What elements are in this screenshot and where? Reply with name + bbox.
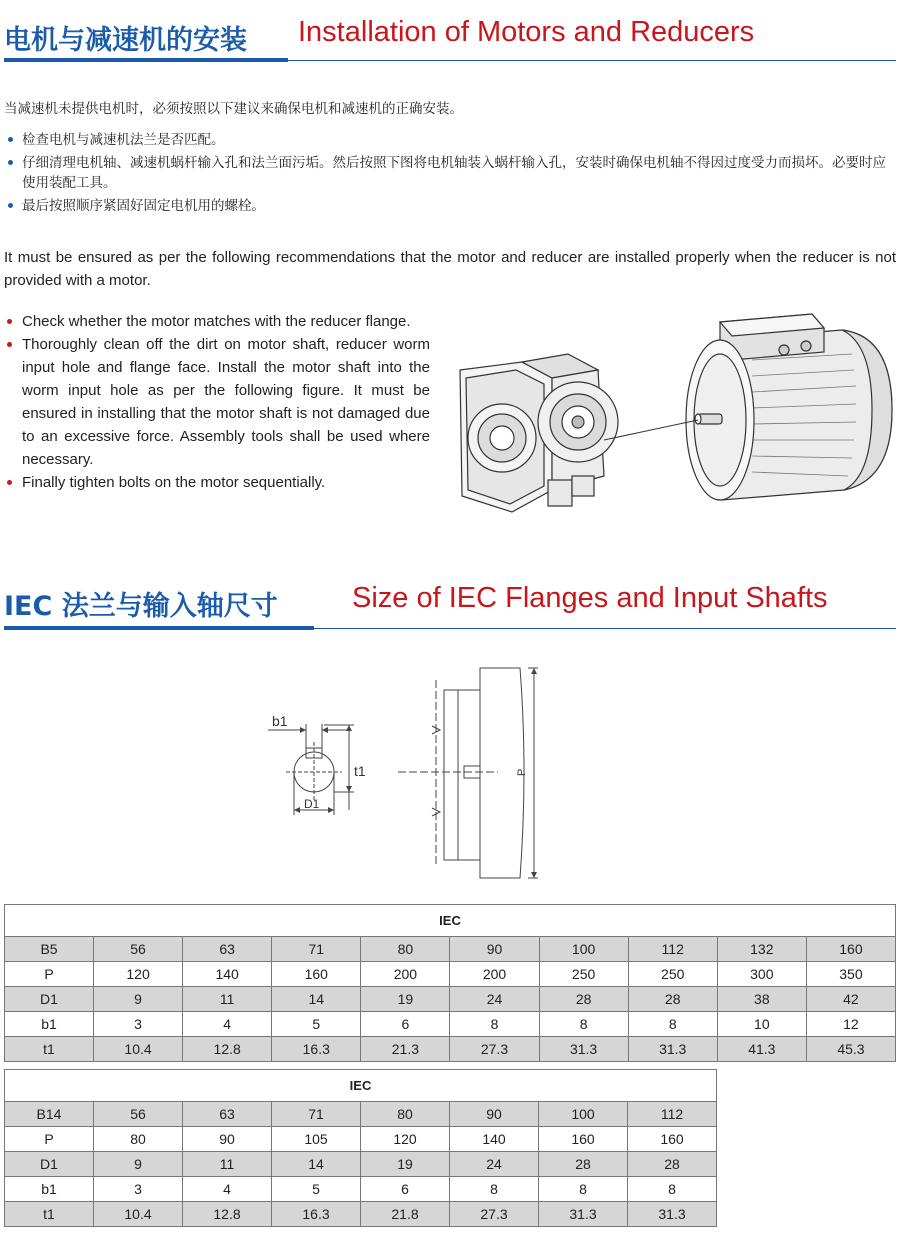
table-row (5, 987, 896, 1012)
table-cell: 63 (183, 937, 272, 962)
table-cell: 250 (539, 962, 628, 987)
table-cell: 90 (450, 1102, 539, 1127)
row-label: P (5, 1127, 94, 1152)
table-cell: 140 (450, 1127, 539, 1152)
table-cell: 80 (361, 1102, 450, 1127)
label-P: P (516, 768, 528, 776)
table-cell: 19 (361, 1152, 450, 1177)
label-D1: D1 (304, 797, 320, 811)
intro-cn: 当减速机未提供电机时，必须按照以下建议来确保电机和减速机的正确安装。 (4, 101, 463, 117)
table-cell: 160 (628, 1127, 717, 1152)
table-cell: 300 (717, 962, 806, 987)
table-cell: 38 (717, 987, 806, 1012)
table-cell: 28 (539, 987, 628, 1012)
iec-b14-table (4, 1069, 717, 1227)
table-cell: 12.8 (183, 1202, 272, 1227)
row-label: b1 (5, 1012, 94, 1037)
section-header-iec (0, 578, 900, 634)
table-cell: 5 (272, 1012, 361, 1037)
bullet-en-item: Finally tighten bolts on the motor sequentially. (4, 471, 430, 494)
table-cell: 31.3 (539, 1037, 628, 1062)
table-cell: 4 (183, 1177, 272, 1202)
row-label: b1 (5, 1177, 94, 1202)
section-header-installation (0, 12, 900, 68)
table-cell: 28 (628, 1152, 717, 1177)
table-cell: 14 (272, 987, 361, 1012)
table-cell: 8 (450, 1012, 539, 1037)
table-cell: 71 (272, 937, 361, 962)
table-cell: 3 (94, 1177, 183, 1202)
table-cell: 5 (272, 1177, 361, 1202)
table-cell: 28 (539, 1152, 628, 1177)
table-cell: 11 (183, 1152, 272, 1177)
table-cell: 160 (539, 1127, 628, 1152)
table-cell: 140 (183, 962, 272, 987)
bullet-list-en (4, 310, 430, 494)
label-t1: t1 (354, 763, 366, 779)
table-cell: 80 (361, 937, 450, 962)
bullet-cn-item: 仔细清理电机轴、减速机蜗杆输入孔和法兰面污垢。然后按照下图将电机轴装入蜗杆输入孔，安装时确保电机轴不得因过度受力而损坏。必要时应使用装配工具。 (4, 153, 896, 193)
flange-shaft-diagram (258, 660, 558, 885)
table-cell: 350 (806, 962, 895, 987)
table-cell: 10.4 (94, 1037, 183, 1062)
table-cell: 120 (361, 1127, 450, 1152)
table-cell: 100 (539, 1102, 628, 1127)
table-cell: 12.8 (183, 1037, 272, 1062)
table-row (5, 1102, 717, 1127)
title-underline-bar (4, 626, 314, 630)
row-label: B14 (5, 1102, 94, 1127)
table-row (5, 1202, 717, 1227)
table-cell: 63 (183, 1102, 272, 1127)
iec-b5-table (4, 904, 896, 1062)
table-cell: 90 (450, 937, 539, 962)
table-cell: 6 (361, 1012, 450, 1037)
table-cell: 27.3 (450, 1202, 539, 1227)
table-cell: 250 (628, 962, 717, 987)
bullet-cn-item: 最后按照顺序紧固好固定电机用的螺栓。 (4, 196, 896, 216)
table-cell: 31.3 (539, 1202, 628, 1227)
table-cell: 19 (361, 987, 450, 1012)
table-cell: 31.3 (628, 1202, 717, 1227)
table-cell: 14 (272, 1152, 361, 1177)
table-cell: 12 (806, 1012, 895, 1037)
title-underline-line (314, 628, 896, 629)
table-cell: 21.3 (361, 1037, 450, 1062)
label-b1: b1 (272, 713, 288, 729)
table-cell: 132 (717, 937, 806, 962)
table-cell: 31.3 (628, 1037, 717, 1062)
table-row (5, 1037, 896, 1062)
table-cell: 8 (628, 1177, 717, 1202)
table-cell: 105 (272, 1127, 361, 1152)
table-cell: 8 (628, 1012, 717, 1037)
table-cell: 6 (361, 1177, 450, 1202)
bullet-en-item: Thoroughly clean off the dirt on motor shaft, reducer worm input hole and flange face. Install the motor shaft into the worm input hole as per the following figure. It must be ensured in installing that the motor shaft is not damaged due to an excessive force. Assembly tools shall be used where necessary. (4, 333, 430, 471)
table-cell: 10.4 (94, 1202, 183, 1227)
title-underline-line (288, 60, 896, 61)
table-cell: 41.3 (717, 1037, 806, 1062)
table-cell: 9 (94, 987, 183, 1012)
table-cell: 8 (539, 1177, 628, 1202)
table-row (5, 1152, 717, 1177)
row-label: B5 (5, 937, 94, 962)
table-cell: 27.3 (450, 1037, 539, 1062)
table-cell: 112 (628, 937, 717, 962)
section-title-en: Installation of Motors and Reducers (298, 16, 755, 48)
table-cell: 200 (361, 962, 450, 987)
table-cell: 42 (806, 987, 895, 1012)
table-row (5, 1177, 717, 1202)
table-cell: 56 (94, 1102, 183, 1127)
table-title: IEC (5, 905, 896, 937)
table-cell: 9 (94, 1152, 183, 1177)
section-title-en: Size of IEC Flanges and Input Shafts (352, 582, 828, 614)
table-cell: 4 (183, 1012, 272, 1037)
table-cell: 11 (183, 987, 272, 1012)
intro-en: It must be ensured as per the following recommendations that the motor and reducer are installed properly when the reducer is not provided with a motor. (4, 249, 896, 289)
table-cell: 24 (450, 1152, 539, 1177)
row-label: t1 (5, 1037, 94, 1062)
table-row (5, 962, 896, 987)
table-cell: 90 (183, 1127, 272, 1152)
table-title: IEC (5, 1070, 717, 1102)
table-cell: 8 (450, 1177, 539, 1202)
section-title-cn: 电机与减速机的安装 (4, 25, 247, 56)
bullet-en-item: Check whether the motor matches with the reducer flange. (4, 310, 430, 333)
table-cell: 200 (450, 962, 539, 987)
table-cell: 28 (628, 987, 717, 1012)
row-label: P (5, 962, 94, 987)
table-row (5, 937, 896, 962)
section-title-cn: IEC 法兰与输入轴尺寸 (4, 591, 278, 622)
table-cell: 160 (806, 937, 895, 962)
row-label: t1 (5, 1202, 94, 1227)
table-cell: 45.3 (806, 1037, 895, 1062)
table-cell: 71 (272, 1102, 361, 1127)
bullet-list-cn (4, 130, 896, 219)
table-cell: 80 (94, 1127, 183, 1152)
table-cell: 24 (450, 987, 539, 1012)
table-cell: 8 (539, 1012, 628, 1037)
table-cell: 21.8 (361, 1202, 450, 1227)
table-cell: 3 (94, 1012, 183, 1037)
table-row (5, 1012, 896, 1037)
row-label: D1 (5, 987, 94, 1012)
table-cell: 100 (539, 937, 628, 962)
motor-reducer-illustration (452, 300, 896, 530)
row-label: D1 (5, 1152, 94, 1177)
title-underline-bar (4, 58, 288, 62)
table-cell: 160 (272, 962, 361, 987)
table-cell: 16.3 (272, 1202, 361, 1227)
bullet-cn-item: 检查电机与减速机法兰是否匹配。 (4, 130, 896, 150)
table-cell: 10 (717, 1012, 806, 1037)
table-cell: 120 (94, 962, 183, 987)
table-cell: 112 (628, 1102, 717, 1127)
table-row (5, 1127, 717, 1152)
table-cell: 16.3 (272, 1037, 361, 1062)
table-cell: 56 (94, 937, 183, 962)
